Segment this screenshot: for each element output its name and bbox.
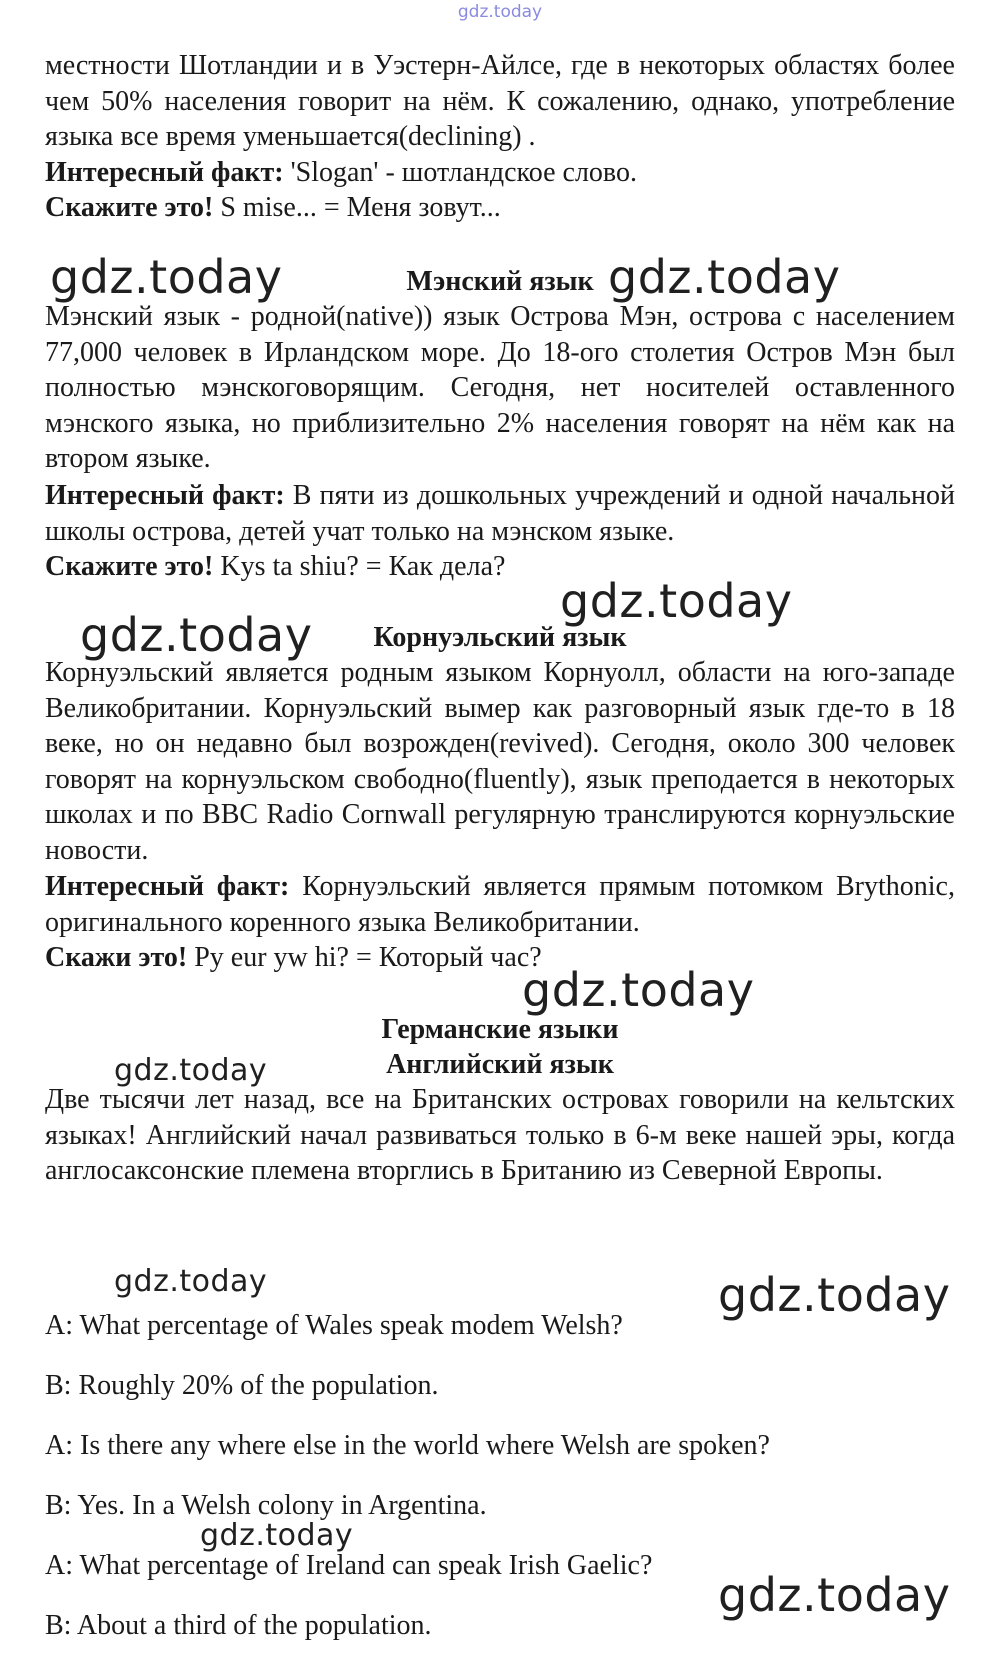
manx-paragraph: Мэнский язык - родной(native)) язык Острова Мэн, острова с населением 77,000 человек в Ирландском море. До 18-ого столетия Остров Мэн был полностью мэнскоговорящим. Сегодня, нет носителей оставленного мэнского языка, но приблизительно 2% населения говорят на нём как на втором языке. <box>45 301 955 475</box>
english-paragraph: Две тысячи лет назад, все на Британских островах говорили на кельтских языках! Английский начал развиваться только в 6-м веке нашей эры, когда англосаксонские племена вторглись в Британию из Северной Европы. <box>45 1084 955 1187</box>
say-label: Скажи это! <box>45 942 188 973</box>
dialogue-line: B: Roughly 20% of the population. <box>45 1370 439 1401</box>
dialogue-line: A: What percentage of Ireland can speak Irish Gaelic? <box>45 1550 653 1581</box>
watermark: gdz.today <box>50 250 283 304</box>
fact-text: 'Slogan' - шотландское слово. <box>283 157 637 188</box>
scots-gaelic-fact <box>45 155 637 191</box>
scots-gaelic-say <box>45 190 501 226</box>
dialogue-line: A: Is there any where else in the world where Welsh are spoken? <box>45 1430 770 1461</box>
say-text: Kys ta shiu? = Как дела? <box>213 551 506 582</box>
watermark: gdz.today <box>608 250 841 304</box>
germanic-heading: Германские языки <box>381 1014 619 1045</box>
say-text: Py eur yw hi? = Который час? <box>187 942 542 973</box>
dialogue-line: B: About a third of the population. <box>45 1610 432 1641</box>
scots-gaelic-paragraph: местности Шотландии и в Уэстерн-Айлсе, где в некоторых областях более чем 50% населения говорит на нём. К сожалению, однако, употребление языка все время уменьшается(declining) . <box>45 50 955 153</box>
manx-heading: Мэнский язык <box>406 266 594 297</box>
watermark: gdz.today <box>80 608 313 662</box>
fact-label: Интересный факт: <box>45 157 284 188</box>
dialogue-line: A: What percentage of Wales speak modem Welsh? <box>45 1310 623 1341</box>
manx-fact <box>45 478 955 549</box>
watermark: gdz.today <box>718 1268 951 1322</box>
cornish-say <box>45 940 542 976</box>
fact-text: В пяти из дошкольных учреждений и одной начальной школы острова, детей учат только на мэнском языке. <box>45 480 955 547</box>
say-label: Скажите это! <box>45 551 214 582</box>
watermark: gdz.today <box>114 1053 268 1088</box>
say-text: S mise... = Меня зовут... <box>213 192 501 223</box>
watermark: gdz.today <box>200 1518 354 1553</box>
cornish-heading: Корнуэльский язык <box>373 622 627 653</box>
dialogue-line: B: Yes. In a Welsh colony in Argentina. <box>45 1490 487 1521</box>
manx-say <box>45 549 505 585</box>
watermark: gdz.today <box>560 574 793 628</box>
fact-text: Корнуэльский является прямым потомком Brythonic, оригинального коренного языка Великобритании. <box>45 871 955 938</box>
watermark: gdz.today <box>522 963 755 1017</box>
fact-label: Интересный факт: <box>45 871 290 902</box>
say-label: Скажите это! <box>45 192 214 223</box>
english-heading: Английский язык <box>386 1049 614 1080</box>
watermark: gdz.today <box>718 1568 951 1622</box>
watermark: gdz.today <box>114 1264 268 1299</box>
cornish-fact <box>45 869 955 940</box>
fact-label: Интересный факт: <box>45 480 285 511</box>
cornish-paragraph: Корнуэльский является родным языком Корнуолл, области на юго-западе Великобритании. Корнуэльский вымер как разговорный язык где-то в 18 веке, но он недавно был возрожден(revived). Сегодня, около 300 человек говорят на корнуэльском свободно(fluently), язык преподается в некоторых школах и по BBC Radio Cornwall регулярную транслируются корнуэльские новости. <box>45 657 955 866</box>
header-watermark: gdz.today <box>457 2 543 22</box>
